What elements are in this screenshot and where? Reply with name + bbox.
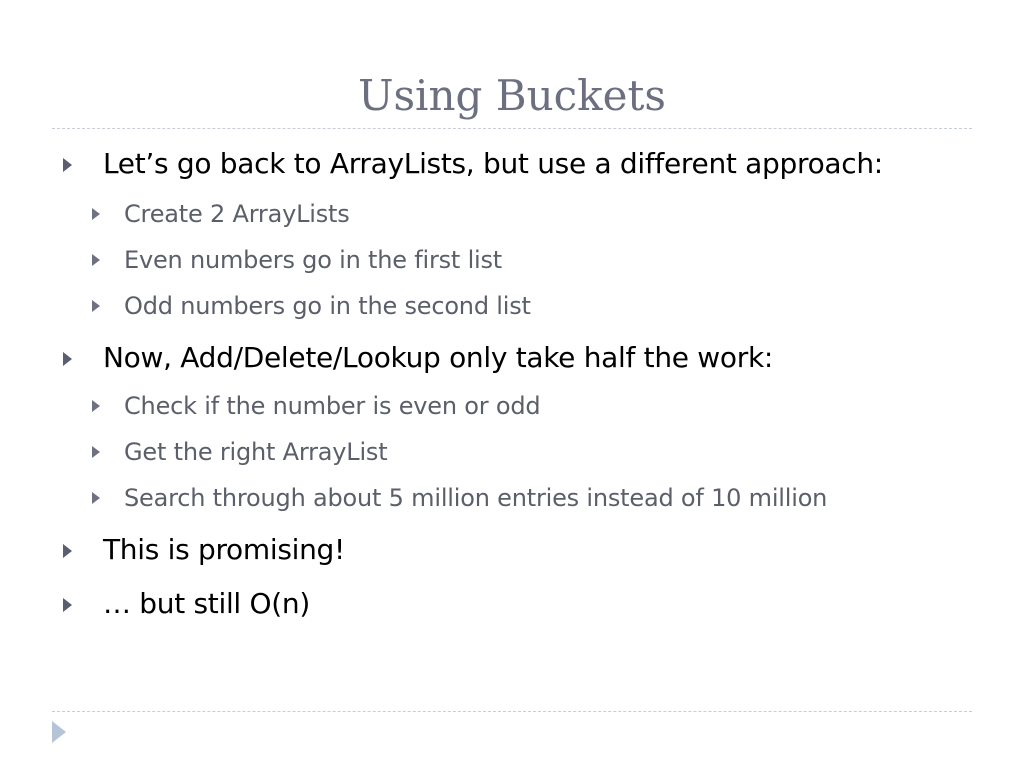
triangle-bullet-icon bbox=[63, 598, 72, 612]
slide-title: Using Buckets bbox=[358, 71, 666, 120]
sub-bullet-text: Search through about 5 million entries instead of 10 million bbox=[124, 484, 828, 512]
triangle-bullet-icon bbox=[92, 254, 100, 266]
bullet-text: This is promising! bbox=[103, 533, 345, 566]
bullet-text: … but still O(n) bbox=[103, 587, 310, 620]
triangle-bullet-icon bbox=[63, 544, 72, 558]
triangle-bullet-icon bbox=[63, 352, 72, 366]
triangle-bullet-icon bbox=[92, 492, 100, 504]
triangle-bullet-icon bbox=[92, 400, 100, 412]
footer-divider bbox=[52, 711, 972, 712]
sub-bullet-text: Check if the number is even or odd bbox=[124, 392, 541, 420]
sub-bullet-text: Create 2 ArrayLists bbox=[124, 200, 350, 228]
title-divider bbox=[52, 128, 972, 129]
bullet-text: Let’s go back to ArrayLists, but use a different approach: bbox=[103, 147, 883, 180]
triangle-bullet-icon bbox=[92, 208, 100, 220]
sub-bullet-text: Even numbers go in the first list bbox=[124, 246, 503, 274]
play-arrow-icon[interactable] bbox=[52, 721, 66, 743]
triangle-bullet-icon bbox=[63, 158, 72, 172]
bullet-text: Now, Add/Delete/Lookup only take half the work: bbox=[103, 341, 773, 374]
triangle-bullet-icon bbox=[92, 446, 100, 458]
sub-bullet-text: Odd numbers go in the second list bbox=[124, 292, 531, 320]
sub-bullet-text: Get the right ArrayList bbox=[124, 438, 388, 466]
triangle-bullet-icon bbox=[92, 300, 100, 312]
